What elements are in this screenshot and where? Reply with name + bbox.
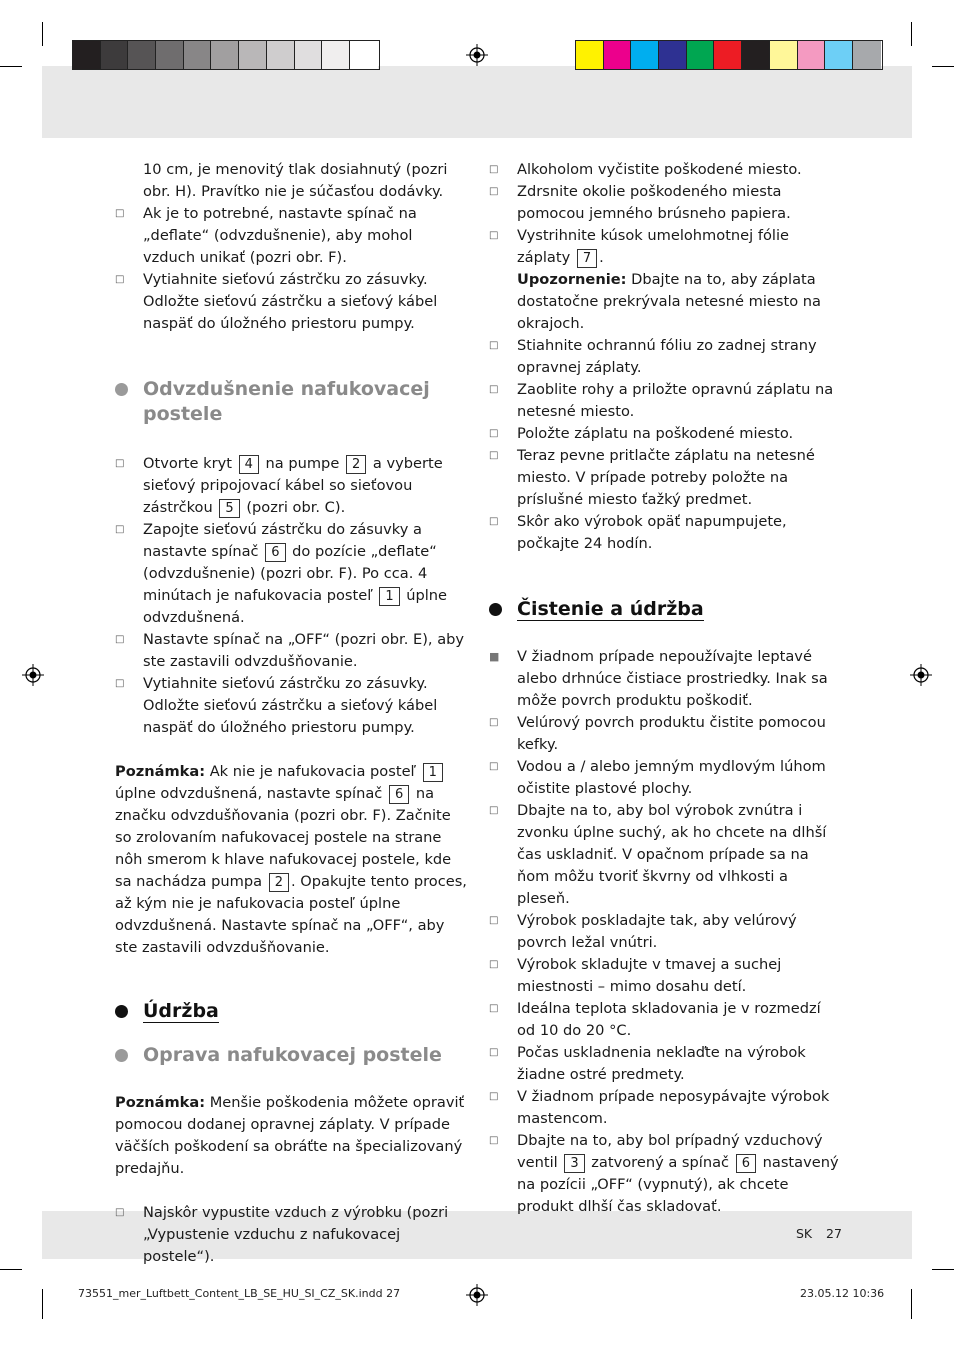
crop-mark (0, 1269, 22, 1270)
checkbox-bullet-icon: □ (489, 761, 499, 772)
list-item: □ Zapojte sieťovú zástrčku do zásuvky a nastavte spínač 6 do pozície „deflate“ (odvzdušnenie) (pozri obr. F). Po cca. 4 minútach je nafukovacia posteľ 1 úplne odvzdušnená. (115, 521, 448, 626)
checkbox-bullet-icon: □ (489, 340, 499, 351)
list-item: □ Vystrihnite kúsok umelohmotnej fólie záplaty 7 . (489, 227, 789, 266)
list-item: □ Ak je to potrebné, nastavte spínač na „deflate“ (odvzdušnenie), aby mohol vzduch unikať (pozri obr. F). (115, 205, 417, 266)
list-item: □ Zdrsnite okolie poškodeného miesta pomocou jemného brúsneho papiera. (489, 183, 791, 222)
color-swatch (73, 41, 101, 69)
part-number: 1 (423, 763, 443, 782)
checkbox-bullet-icon: □ (489, 516, 499, 527)
crop-mark (932, 66, 954, 67)
page-language: SK (796, 1226, 813, 1241)
list-item: □ Dbajte na to, aby bol prípadný vzduchový ventil 3 zatvorený a spínač 6 nastavený na pozícii „OFF“ (vypnutý), ak chcete produkt dlhší čas skladovať. (489, 1132, 839, 1215)
list-item: □ Vytiahnite sieťovú zástrčku zo zásuvky. Odložte sieťovú zástrčku a sieťový kábel naspäť do úložného priestoru pumpy. (115, 271, 438, 332)
list-item: □ Nastavte spínač na „OFF“ (pozri obr. E), aby ste zastavili odvzdušňovanie. (115, 631, 465, 670)
checkbox-bullet-icon: □ (115, 678, 125, 689)
file-slug: 73551_mer_Luftbett_Content_LB_SE_HU_SI_CZ_SK.indd 27 (78, 1287, 401, 1300)
list-item: □ Stiahnite ochrannú fóliu zo zadnej strany opravnej záplaty. (489, 337, 817, 376)
checkbox-bullet-icon: □ (115, 524, 125, 535)
color-swatches (575, 40, 883, 70)
checkbox-bullet-icon: □ (115, 634, 125, 645)
crop-mark (932, 1269, 954, 1270)
color-swatch (295, 41, 323, 69)
color-swatch (156, 41, 184, 69)
intro-continuation: 10 cm, je menovitý tlak dosiahnutý (pozri obr. H). Pravítko nie je súčasťou dodávky. (143, 161, 448, 200)
list-item: □ Dbajte na to, aby bol výrobok zvnútra i zvonku úplne suchý, ak ho chcete na dlhší čas uskladniť. V opačnom prípade sa na ňom môžu tvoriť škvrny od vlhkosti a pleseň. (489, 802, 827, 907)
page-number: 27 (826, 1226, 842, 1241)
list-item: □ Vytiahnite sieťovú zástrčku zo zásuvky. Odložte sieťovú zástrčku a sieťový kábel naspäť do úložného priestoru pumpy. (115, 675, 438, 736)
checkbox-bullet-icon: □ (489, 915, 499, 926)
list-item: □ Výrobok poskladajte tak, aby velúrový povrch ležal vnútri. (489, 912, 797, 951)
checkbox-bullet-icon: □ (115, 1207, 125, 1218)
checkbox-bullet-icon: □ (489, 428, 499, 439)
color-swatch (659, 41, 687, 69)
part-number: 6 (389, 785, 409, 804)
list-item: □ Velúrový povrch produktu čistite pomocou kefky. (489, 714, 826, 753)
list-item: □ Počas uskladnenia neklaďte na výrobok žiadne ostré predmety. (489, 1044, 806, 1083)
bullet-dot-icon (489, 603, 502, 616)
part-number: 6 (736, 1154, 756, 1173)
checkbox-bullet-icon: □ (489, 1091, 499, 1102)
part-number: 7 (577, 249, 597, 268)
list-item: □ Zaoblite rohy a priložte opravnú záplatu na netesné miesto. (489, 381, 834, 420)
list-item: □ Teraz pevne pritlačte záplatu na netesné miesto. V prípade potreby položte na príslušné miesto ťažký predmet. (489, 447, 815, 508)
checkbox-bullet-icon: □ (489, 164, 499, 175)
color-swatch (211, 41, 239, 69)
list-item: □ Najskôr vypustite vzduch z výrobku (pozri „Vypustenie vzduchu z nafukovacej postele“). (115, 1204, 449, 1265)
color-swatch (853, 41, 881, 69)
list-item: □ V žiadnom prípade neposypávajte výrobok mastencom. (489, 1088, 830, 1127)
warning-paragraph: Upozornenie: Dbajte na to, aby záplata dostatočne prekrývala netesné miesto na okrajoch. (517, 271, 821, 332)
part-number: 2 (269, 873, 289, 892)
part-number: 3 (564, 1154, 584, 1173)
color-swatch (798, 41, 826, 69)
checkbox-bullet-icon: □ (489, 1135, 499, 1146)
checkbox-bullet-icon: □ (115, 458, 125, 469)
part-number: 1 (379, 587, 399, 606)
color-swatch (770, 41, 798, 69)
crop-mark (42, 22, 43, 46)
list-item: □ Alkoholom vyčistite poškodené miesto. (489, 159, 843, 181)
color-swatch (825, 41, 853, 69)
color-swatch (576, 41, 604, 69)
list-item: □ Skôr ako výrobok opäť napumpujete, počkajte 24 hodín. (489, 513, 787, 552)
color-swatch (714, 41, 742, 69)
list-item: □ Výrobok skladujte v tmavej a suchej miestnosti – mimo dosahu detí. (489, 956, 782, 995)
left-column (115, 159, 469, 1268)
checkbox-bullet-icon: □ (489, 959, 499, 970)
crop-mark (911, 1289, 912, 1319)
list-item: □ Ideálna teplota skladovania je v rozmedzí od 10 do 20 °C. (489, 1000, 821, 1039)
color-swatch (184, 41, 212, 69)
checkbox-bullet-icon: □ (489, 717, 499, 728)
crop-mark (0, 66, 22, 67)
bullet-dot-icon (115, 383, 128, 396)
print-date: 23.05.12 10:36 (800, 1287, 885, 1300)
list-item: □ Otvorte kryt 4 na pumpe 2 a vyberte sieťový pripojovací kábel so sieťovou zástrčkou 5 (pozri obr. C). (115, 455, 443, 516)
registration-mark-icon (466, 1284, 488, 1306)
registration-mark-icon (910, 664, 932, 686)
color-swatch (742, 41, 770, 69)
part-number: 4 (239, 455, 259, 474)
section-heading-maintenance: Údržba (115, 999, 469, 1024)
part-number: 2 (346, 455, 366, 474)
checkbox-bullet-icon: □ (115, 274, 125, 285)
list-item: □ Vodou a / alebo jemným mydlovým lúhom očistite plastové plochy. (489, 758, 826, 797)
color-swatch (687, 41, 715, 69)
crop-mark (42, 1289, 43, 1319)
registration-mark-icon (466, 44, 488, 66)
section-heading-repair: Oprava nafukovacej postele (115, 1043, 469, 1068)
list-item: ■ V žiadnom prípade nepoužívajte leptavé alebo drhnúce čistiace prostriedky. Inak sa môže povrch produktu poškodiť. (489, 648, 828, 709)
note-paragraph: Poznámka: Ak nie je nafukovacia posteľ 1 úplne odvzdušnená, nastavte spínač 6 na značku odvzdušňovania (pozri obr. F). Začnite so zrolovaním nafukovacej postele na strane nôh smerom k hlave nafukovacej postele, kde sa nachádza pumpa 2 . Opakujte tento proces, až kým nie je nafukovacia posteľ úplne odvzdušnená. Nastavte spínač na „OFF“, aby ste zastavili odvzdušňovanie. (115, 763, 467, 956)
list-item: □ Položte záplatu na poškodené miesto. (489, 423, 843, 445)
color-swatch (631, 41, 659, 69)
header-band (42, 66, 912, 138)
color-swatch (101, 41, 129, 69)
part-number: 5 (219, 499, 239, 518)
registration-mark-icon (22, 664, 44, 686)
checkbox-bullet-icon: □ (489, 186, 499, 197)
right-column (489, 159, 843, 1218)
part-number: 6 (265, 543, 285, 562)
warning-square-icon: ■ (489, 650, 500, 663)
color-swatch (322, 41, 350, 69)
bullet-dot-icon (115, 1049, 128, 1062)
crop-mark (911, 22, 912, 46)
color-swatch (267, 41, 295, 69)
color-swatch (604, 41, 632, 69)
checkbox-bullet-icon: □ (489, 1003, 499, 1014)
section-heading-cleaning: Čistenie a údržba (489, 597, 843, 622)
checkbox-bullet-icon: □ (115, 208, 125, 219)
checkbox-bullet-icon: □ (489, 1047, 499, 1058)
bullet-dot-icon (115, 1005, 128, 1018)
section-heading-deflate: Odvzdušnenie nafukovacej postele (115, 377, 469, 427)
color-swatch (350, 41, 378, 69)
note-paragraph: Poznámka: Menšie poškodenia môžete opraviť pomocou dodanej opravnej záplaty. V prípade väčších poškodení sa obráťte na špecializovaný predajňu. (115, 1094, 465, 1177)
color-swatch (239, 41, 267, 69)
checkbox-bullet-icon: □ (489, 230, 499, 241)
checkbox-bullet-icon: □ (489, 450, 499, 461)
checkbox-bullet-icon: □ (489, 384, 499, 395)
checkbox-bullet-icon: □ (489, 805, 499, 816)
grayscale-swatches (72, 40, 380, 70)
color-swatch (128, 41, 156, 69)
